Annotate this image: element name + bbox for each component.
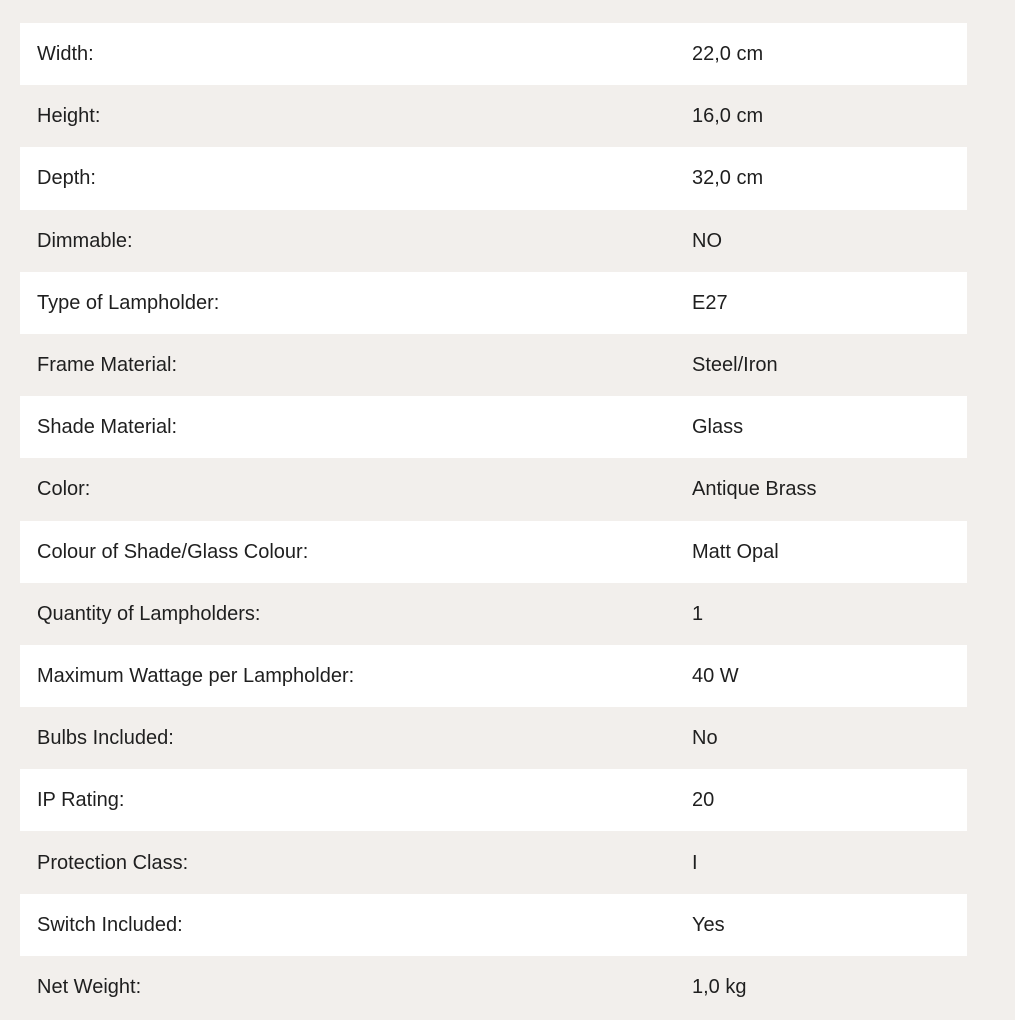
spec-row-switch-included bbox=[20, 894, 967, 956]
spec-label: IP Rating: bbox=[37, 789, 125, 812]
spec-row-lampholder-quantity bbox=[20, 583, 967, 645]
spec-row-shade-colour bbox=[20, 521, 967, 583]
spec-row-height bbox=[20, 85, 967, 147]
spec-value: 1,0 kg bbox=[692, 975, 747, 998]
spec-table bbox=[20, 23, 967, 1018]
spec-label: Switch Included: bbox=[37, 913, 183, 936]
spec-value: 20 bbox=[692, 789, 715, 812]
spec-row-depth bbox=[20, 147, 967, 209]
spec-value: Yes bbox=[692, 913, 725, 936]
spec-value: 22,0 cm bbox=[692, 43, 764, 66]
spec-label: Quantity of Lampholders: bbox=[37, 602, 261, 625]
spec-value: 32,0 cm bbox=[692, 167, 764, 190]
spec-value: 40 W bbox=[692, 664, 739, 687]
spec-label: Type of Lampholder: bbox=[37, 291, 220, 314]
spec-label: Height: bbox=[37, 105, 101, 128]
spec-row-width bbox=[20, 23, 967, 85]
spec-row-color bbox=[20, 458, 967, 520]
spec-label: Colour of Shade/Glass Colour: bbox=[37, 540, 309, 563]
spec-value: 1 bbox=[692, 602, 704, 625]
spec-value: NO bbox=[692, 229, 722, 252]
spec-label: Maximum Wattage per Lampholder: bbox=[37, 664, 355, 687]
spec-row-shade-material bbox=[20, 396, 967, 458]
spec-row-ip-rating bbox=[20, 769, 967, 831]
spec-value: Antique Brass bbox=[692, 478, 817, 501]
spec-label: Shade Material: bbox=[37, 416, 178, 439]
spec-row-net-weight bbox=[20, 956, 967, 1018]
spec-label: Color: bbox=[37, 478, 91, 501]
spec-value: No bbox=[692, 727, 718, 750]
spec-label: Dimmable: bbox=[37, 229, 133, 252]
spec-row-protection-class bbox=[20, 831, 967, 893]
spec-row-lampholder-type bbox=[20, 272, 967, 334]
spec-label: Width: bbox=[37, 43, 94, 66]
spec-value: E27 bbox=[692, 291, 728, 314]
spec-label: Net Weight: bbox=[37, 975, 142, 998]
spec-value: Steel/Iron bbox=[692, 354, 778, 377]
spec-row-frame-material bbox=[20, 334, 967, 396]
spec-value: 16,0 cm bbox=[692, 105, 764, 128]
spec-row-max-wattage bbox=[20, 645, 967, 707]
spec-row-dimmable bbox=[20, 210, 967, 272]
spec-label: Protection Class: bbox=[37, 851, 189, 874]
spec-label: Frame Material: bbox=[37, 354, 178, 377]
spec-label: Bulbs Included: bbox=[37, 727, 174, 750]
spec-value: Glass bbox=[692, 416, 744, 439]
spec-value: I bbox=[692, 851, 698, 874]
spec-label: Depth: bbox=[37, 167, 96, 190]
spec-row-bulbs-included bbox=[20, 707, 967, 769]
spec-value: Matt Opal bbox=[692, 540, 779, 563]
